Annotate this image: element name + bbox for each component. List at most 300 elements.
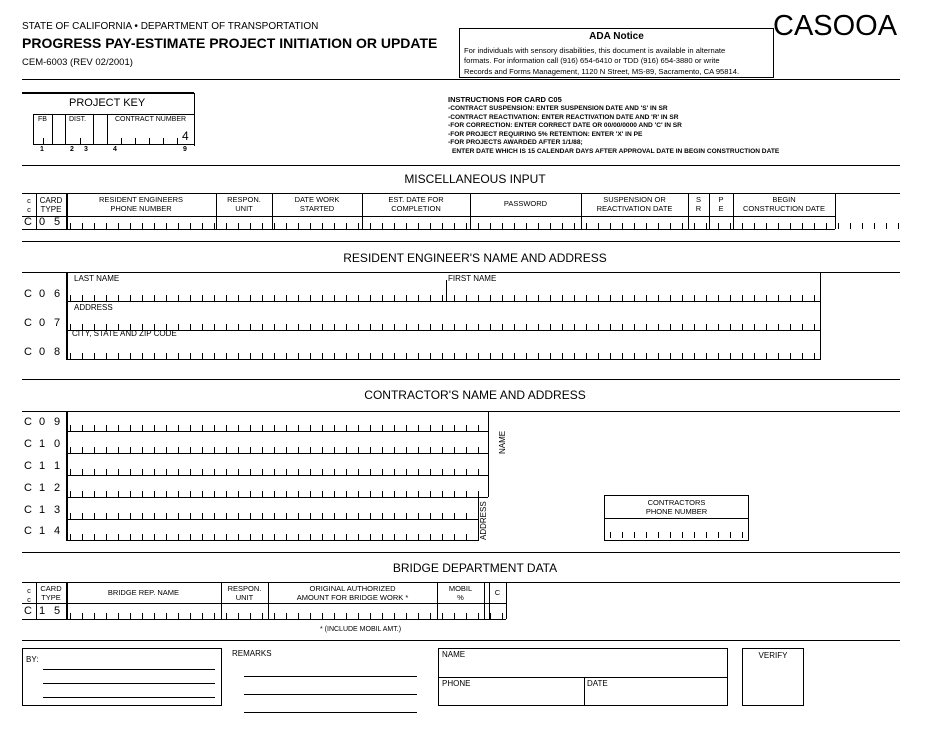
- original-amount-header: ORIGINAL AUTHORIZED AMOUNT FOR BRIDGE WORK *: [296, 584, 409, 602]
- tick-mark: [310, 447, 311, 453]
- tick-mark: [478, 295, 479, 301]
- tick-mark: [382, 324, 383, 330]
- tick-mark: [550, 324, 551, 330]
- remarks-line[interactable]: [244, 694, 417, 695]
- tick-mark: [766, 324, 767, 330]
- tick-mark: [70, 613, 71, 619]
- divider: [22, 619, 506, 620]
- tick-mark: [442, 534, 443, 540]
- agency-line: STATE OF CALIFORNIA • DEPARTMENT OF TRANSPORTATION: [22, 21, 319, 32]
- tick-mark: [418, 447, 419, 453]
- tick-mark: [142, 513, 143, 519]
- tick-mark: [106, 324, 107, 330]
- date-field[interactable]: DATE: [587, 679, 608, 688]
- city-ticks[interactable]: [70, 353, 818, 359]
- signature-line[interactable]: [43, 683, 215, 684]
- tick-mark: [778, 324, 779, 330]
- ada-notice-line: For individuals with sensory disabilities, this document is available in alternate: [464, 46, 726, 55]
- position-number: 2: [70, 146, 74, 153]
- card-code-c08: 8: [54, 346, 61, 358]
- tick-mark: [154, 353, 155, 359]
- verify-box[interactable]: [742, 648, 804, 706]
- tick-mark: [622, 353, 623, 359]
- card-code-c15: 5: [54, 605, 61, 617]
- tick-mark: [802, 324, 803, 330]
- tick-mark: [298, 447, 299, 453]
- divider: [22, 241, 900, 242]
- tick-mark: [214, 534, 215, 540]
- remarks-line[interactable]: [244, 712, 417, 713]
- tick-mark: [70, 353, 71, 359]
- tick-mark: [202, 353, 203, 359]
- tick-mark: [178, 223, 179, 229]
- tick-mark: [358, 324, 359, 330]
- tick-mark: [250, 491, 251, 497]
- tick-mark: [130, 353, 131, 359]
- tick-mark: [118, 425, 119, 431]
- tick-mark: [850, 223, 851, 229]
- card-code-c10: 1: [39, 438, 46, 450]
- tick-mark: [622, 324, 623, 330]
- tick-mark: [418, 513, 419, 519]
- bridge-rep-header: BRIDGE REP. NAME: [107, 588, 180, 597]
- tick-mark: [742, 353, 743, 359]
- tick-mark: [310, 353, 311, 359]
- tick-mark: [94, 534, 95, 540]
- tick-mark: [286, 425, 287, 431]
- card-code-c05: 0: [39, 216, 46, 228]
- tick-mark: [310, 425, 311, 431]
- tick-mark: [670, 223, 671, 229]
- tick-mark: [106, 223, 107, 229]
- divider: [66, 359, 820, 360]
- tick-mark: [142, 223, 143, 229]
- tick-mark: [142, 324, 143, 330]
- tick-mark: [634, 324, 635, 330]
- tick-mark: [334, 425, 335, 431]
- tick-mark: [406, 295, 407, 301]
- contractor-name-ticks[interactable]: [70, 491, 488, 497]
- tick-mark: [622, 223, 623, 229]
- tick-mark: [346, 491, 347, 497]
- tick-mark: [142, 491, 143, 497]
- tick-mark: [790, 223, 791, 229]
- tick-mark: [406, 353, 407, 359]
- tick-mark: [190, 534, 191, 540]
- tick-mark: [154, 469, 155, 475]
- tick-mark: [262, 534, 263, 540]
- tick-mark: [538, 324, 539, 330]
- tick-mark: [178, 613, 179, 619]
- tick-mark: [70, 447, 71, 453]
- tick-mark: [190, 447, 191, 453]
- tick-mark: [490, 295, 491, 301]
- tick-mark: [682, 223, 683, 229]
- tick-mark: [526, 324, 527, 330]
- tick-mark: [358, 353, 359, 359]
- divider: [66, 497, 488, 498]
- tick-mark: [790, 324, 791, 330]
- tick-mark: [430, 534, 431, 540]
- tick-mark: [310, 324, 311, 330]
- last-name-ticks[interactable]: [70, 295, 818, 301]
- tick-mark: [478, 324, 479, 330]
- tick-mark: [214, 324, 215, 330]
- address-ticks[interactable]: [70, 324, 818, 330]
- tick-mark: [370, 353, 371, 359]
- card-code-c11: 1: [54, 460, 61, 472]
- tick-mark: [94, 491, 95, 497]
- card-code-c15: C: [24, 605, 32, 617]
- tick-mark: [70, 534, 71, 540]
- tick-mark: [118, 491, 119, 497]
- tick-mark: [754, 223, 755, 229]
- tick-mark: [262, 223, 263, 229]
- card-code-c10: 0: [54, 438, 61, 450]
- tick-mark: [166, 353, 167, 359]
- position-number: 3: [84, 146, 88, 153]
- tick-mark: [154, 324, 155, 330]
- card-code-c07: 0: [39, 317, 46, 329]
- tick-mark: [454, 353, 455, 359]
- tick-mark: [274, 447, 275, 453]
- tick-mark: [250, 295, 251, 301]
- tick-mark: [610, 353, 611, 359]
- tick-mark: [370, 534, 371, 540]
- tick-mark: [322, 513, 323, 519]
- tick-mark: [274, 295, 275, 301]
- sr-header: S R: [695, 195, 702, 213]
- form-number: CEM-6003 (REV 02/2001): [22, 57, 133, 68]
- card-code-c06: 6: [54, 288, 61, 300]
- form-code: CASOOA: [773, 10, 898, 42]
- tick-mark: [334, 223, 335, 229]
- tick-mark: [718, 532, 719, 538]
- tick-mark: [406, 613, 407, 619]
- tick-mark: [358, 469, 359, 475]
- tick-mark: [190, 425, 191, 431]
- by-label: BY:: [26, 655, 39, 664]
- card-type-header: CARD TYPE: [39, 196, 63, 214]
- tick-mark: [346, 613, 347, 619]
- tick-mark: [574, 353, 575, 359]
- tick-mark: [454, 223, 455, 229]
- tick-mark: [442, 223, 443, 229]
- tick-mark: [526, 223, 527, 229]
- tick-mark: [130, 613, 131, 619]
- tick-mark: [406, 534, 407, 540]
- tick-mark: [94, 613, 95, 619]
- tick-mark: [718, 353, 719, 359]
- contractor-phone-label: CONTRACTORS PHONE NUMBER: [645, 498, 708, 516]
- tick-mark: [346, 295, 347, 301]
- tick-mark: [814, 223, 815, 229]
- tick-mark: [454, 469, 455, 475]
- last-name-label: LAST NAME: [74, 274, 120, 283]
- remarks-line[interactable]: [244, 676, 417, 677]
- tick-mark: [742, 295, 743, 301]
- dist-label: DIST.: [69, 116, 87, 123]
- tick-mark: [454, 447, 455, 453]
- tick-mark: [202, 534, 203, 540]
- tick-mark: [322, 223, 323, 229]
- tick-mark: [82, 491, 83, 497]
- tick-mark: [370, 513, 371, 519]
- tick-mark: [166, 534, 167, 540]
- tick-mark: [358, 223, 359, 229]
- tick-mark: [154, 513, 155, 519]
- re-section-title: RESIDENT ENGINEER'S NAME AND ADDRESS: [343, 251, 607, 265]
- tick-mark: [202, 324, 203, 330]
- tick-mark: [310, 469, 311, 475]
- suspension-header: SUSPENSION OR REACTIVATION DATE: [596, 195, 673, 213]
- tick-mark: [694, 353, 695, 359]
- tick-mark: [466, 353, 467, 359]
- tick-mark: [166, 295, 167, 301]
- tick-mark: [382, 469, 383, 475]
- misc-entry-ticks[interactable]: [70, 223, 900, 229]
- tick-mark: [202, 447, 203, 453]
- tick-mark: [502, 613, 503, 619]
- tick-mark: [574, 223, 575, 229]
- tick-mark: [286, 613, 287, 619]
- tick-mark: [478, 223, 479, 229]
- card-code-c13: 3: [54, 504, 61, 516]
- tick-mark: [106, 534, 107, 540]
- tick-mark: [190, 353, 191, 359]
- tick-mark: [94, 324, 95, 330]
- signature-line[interactable]: [43, 697, 215, 698]
- tick-mark: [166, 469, 167, 475]
- name-field[interactable]: NAME: [442, 650, 466, 659]
- tick-mark: [790, 295, 791, 301]
- tick-mark: [442, 513, 443, 519]
- tick-mark: [382, 447, 383, 453]
- tick-mark: [670, 353, 671, 359]
- tick-mark: [334, 324, 335, 330]
- tick-mark: [730, 353, 731, 359]
- tick-mark: [82, 469, 83, 475]
- tick-mark: [286, 491, 287, 497]
- tick-mark: [394, 534, 395, 540]
- tick-mark: [262, 513, 263, 519]
- contractor-address-ticks[interactable]: [70, 513, 476, 519]
- tick-mark: [322, 447, 323, 453]
- tick-mark: [214, 447, 215, 453]
- tick-mark: [718, 223, 719, 229]
- tick-mark: [778, 353, 779, 359]
- tick-mark: [142, 469, 143, 475]
- tick-mark: [454, 295, 455, 301]
- contractor-name-ticks[interactable]: [70, 469, 488, 475]
- pe-header: P E: [718, 195, 724, 213]
- tick-mark: [658, 223, 659, 229]
- tick-mark: [694, 324, 695, 330]
- tick-mark: [130, 295, 131, 301]
- tick-mark: [346, 324, 347, 330]
- divider: [22, 165, 900, 166]
- contractor-name-ticks[interactable]: [70, 425, 488, 431]
- card-code-c15: 1: [39, 605, 46, 617]
- tick-mark: [142, 295, 143, 301]
- tick-mark: [718, 295, 719, 301]
- contractor-phone-box[interactable]: [604, 495, 749, 541]
- card-code-c10: C: [24, 438, 32, 450]
- tick-mark: [142, 425, 143, 431]
- tick-mark: [430, 447, 431, 453]
- divider: [22, 411, 900, 412]
- tick-mark: [478, 447, 479, 453]
- tick-mark: [466, 425, 467, 431]
- card-code-c09: 9: [54, 416, 61, 428]
- tick-mark: [118, 469, 119, 475]
- tick-mark: [490, 324, 491, 330]
- divider: [22, 229, 835, 230]
- tick-mark: [286, 324, 287, 330]
- tick-mark: [526, 295, 527, 301]
- tick-mark: [418, 613, 419, 619]
- tick-mark: [106, 613, 107, 619]
- tick-mark: [454, 613, 455, 619]
- tick-mark: [346, 353, 347, 359]
- tick-mark: [94, 513, 95, 519]
- tick-mark: [466, 534, 467, 540]
- tick-mark: [82, 513, 83, 519]
- contractor-phone-ticks[interactable]: [610, 532, 748, 538]
- tick-mark: [466, 469, 467, 475]
- instruction-line: ENTER DATE WHICH IS 15 CALENDAR DAYS AFTER APPROVAL DATE IN BEGIN CONSTRUCTION DATE: [452, 147, 780, 155]
- tick-mark: [370, 324, 371, 330]
- tick-mark: [694, 295, 695, 301]
- phone-field[interactable]: PHONE: [442, 679, 471, 688]
- tick-mark: [106, 491, 107, 497]
- tick-mark: [274, 513, 275, 519]
- tick-mark: [394, 324, 395, 330]
- tick-mark: [310, 295, 311, 301]
- tick-mark: [574, 295, 575, 301]
- tick-mark: [286, 534, 287, 540]
- tick-mark: [370, 491, 371, 497]
- mobil-footnote: * (INCLUDE MOBIL AMT.): [320, 626, 402, 633]
- bridge-entry-ticks[interactable]: [70, 613, 506, 619]
- tick-mark: [274, 223, 275, 229]
- tick-mark: [226, 295, 227, 301]
- tick-mark: [478, 613, 479, 619]
- divider: [439, 677, 727, 678]
- tick-mark: [94, 469, 95, 475]
- tick-mark: [274, 469, 275, 475]
- tick-mark: [178, 425, 179, 431]
- tick-mark: [82, 295, 83, 301]
- tick-mark: [214, 223, 215, 229]
- divider: [488, 411, 489, 497]
- tick-mark: [322, 534, 323, 540]
- tick-mark: [214, 469, 215, 475]
- card-code-c07: C: [24, 317, 32, 329]
- tick-mark: [226, 491, 227, 497]
- tick-mark: [442, 491, 443, 497]
- tick-mark: [238, 613, 239, 619]
- tick-mark: [454, 534, 455, 540]
- tick-mark: [250, 613, 251, 619]
- tick-mark: [130, 223, 131, 229]
- tick-mark: [262, 425, 263, 431]
- position-number: 9: [183, 146, 187, 153]
- re-phone-header: RESIDENT ENGINEERS PHONE NUMBER: [98, 195, 184, 213]
- tick-mark: [898, 223, 899, 229]
- tick-mark: [82, 223, 83, 229]
- tick-mark: [118, 295, 119, 301]
- tick-mark: [562, 223, 563, 229]
- instructions-title: INSTRUCTIONS FOR CARD C05: [448, 95, 562, 104]
- tick-mark: [178, 513, 179, 519]
- c-header: C: [494, 588, 501, 597]
- tick-mark: [730, 223, 731, 229]
- signature-line[interactable]: [43, 669, 215, 670]
- tick-mark: [70, 469, 71, 475]
- tick-mark: [106, 425, 107, 431]
- ada-notice-line: Records and Forms Management, 1120 N Street, MS-89, Sacramento, CA 95814.: [464, 67, 740, 76]
- tick-mark: [118, 223, 119, 229]
- contractor-name-ticks[interactable]: [70, 447, 488, 453]
- tick-mark: [586, 324, 587, 330]
- password-header: PASSWORD: [503, 199, 548, 208]
- tick-mark: [502, 353, 503, 359]
- tick-mark: [238, 353, 239, 359]
- tick-mark: [226, 447, 227, 453]
- tick-mark: [250, 425, 251, 431]
- instruction-line: -CONTRACT REACTIVATION: ENTER REACTIVATION DATE AND 'R' IN SR: [448, 113, 679, 121]
- tick-mark: [118, 353, 119, 359]
- tick-mark: [682, 532, 683, 538]
- tick-mark: [730, 532, 731, 538]
- tick-mark: [106, 295, 107, 301]
- tick-mark: [790, 353, 791, 359]
- project-key-title: PROJECT KEY: [69, 97, 146, 109]
- tick-mark: [274, 353, 275, 359]
- tick-mark: [634, 353, 635, 359]
- tick-mark: [190, 613, 191, 619]
- tick-mark: [178, 491, 179, 497]
- divider: [22, 640, 900, 641]
- tick-mark: [874, 223, 875, 229]
- tick-mark: [502, 223, 503, 229]
- contractor-address-ticks[interactable]: [70, 534, 476, 540]
- first-name-label: FIRST NAME: [448, 274, 497, 283]
- tick-mark: [742, 223, 743, 229]
- tick-mark: [142, 447, 143, 453]
- tick-mark: [466, 223, 467, 229]
- by-box[interactable]: [22, 648, 222, 706]
- tick-mark: [334, 513, 335, 519]
- tick-mark: [406, 223, 407, 229]
- tick-mark: [82, 447, 83, 453]
- card-code-c05: 5: [54, 216, 61, 228]
- divider: [66, 519, 478, 520]
- tick-mark: [742, 324, 743, 330]
- tick-mark: [82, 534, 83, 540]
- position-number: 4: [113, 146, 117, 153]
- tick-mark: [442, 353, 443, 359]
- tick-mark: [406, 324, 407, 330]
- respon-unit-header: RESPON. UNIT: [227, 584, 262, 602]
- tick-mark: [694, 532, 695, 538]
- tick-mark: [610, 223, 611, 229]
- divider: [22, 79, 900, 80]
- tick-mark: [694, 223, 695, 229]
- card-code-c14: 4: [54, 525, 61, 537]
- tick-mark: [430, 353, 431, 359]
